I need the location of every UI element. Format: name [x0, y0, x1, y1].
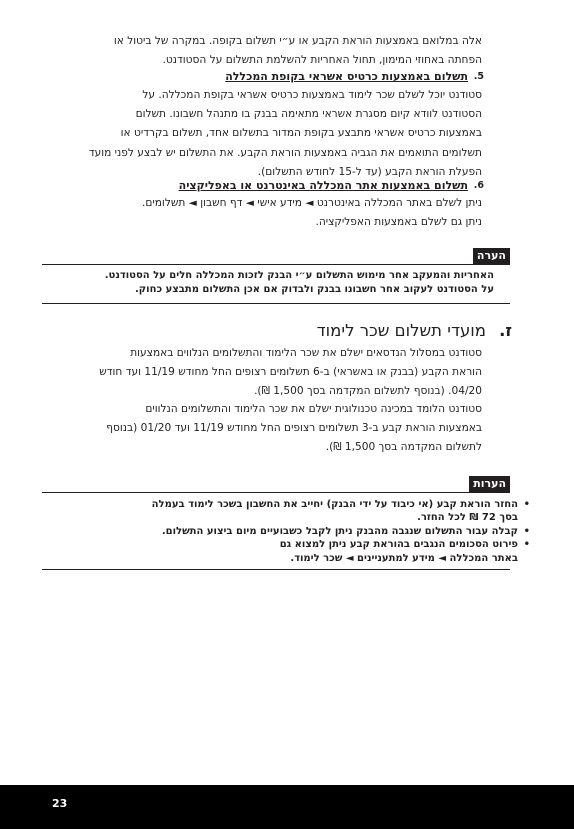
text-line: 04/20. (בנוסף לתשלום המקדמה בסך 1,500 ₪). [254, 385, 482, 398]
item-number: 6. [473, 180, 484, 191]
list-item [92, 498, 532, 525]
item-title: תשלום באמצעות כרטיס אשראי בקופת המכללה [225, 70, 468, 83]
list-item-line: • קבלה עבור התשלום שנגבה מהבנק ניתן לקבל כשבועיים מיום ביצוע התשלום. [161, 525, 518, 537]
text-line: הוראת הקבע (בבנק או באשראי) ב-6 תשלומים רצופים החל מחודש 11/19 ועד חודש [99, 366, 482, 379]
note-line: על הסטודנט לעקוב אחר חשבונו בבנק ולבדוק אם אכן התשלום מתבצע כחוק. [134, 284, 494, 295]
note-line: האחריות והמעקב אחר מימוש התשלום ע״י הבנק לזכות המכללה חלים על הסטודנט. [104, 270, 494, 281]
text-line: לתשלום המקדמה בסך 1,500 ₪). [325, 441, 482, 454]
section-title [252, 320, 512, 342]
text-line: באמצעות הוראת קבע ב-3 תשלומים רצופים החל מחודש 11/19 ועד 01/20 (בנוסף [106, 422, 482, 435]
page-number: 23 [52, 797, 68, 810]
list-item-line: בסך 72 ₪ לכל החזר. [417, 512, 518, 524]
notes-list [92, 498, 532, 565]
item-5-heading [60, 68, 484, 86]
text-line: תשלומים התואמים את הגביה באמצעות הוראת הקבע. את התשלום יש לבצע לפני מועד [88, 146, 482, 159]
text-line: ניתן לשלם באתר המכללה באינטרנט ◄ מידע אישי ◄ דף חשבון ◄ תשלומים. [141, 197, 482, 209]
text-line: הפחתה באחוזי המימון, תחול האחריות להשלמת התשלום על הסטודנט. [162, 54, 482, 67]
list-item-line: • החזר הוראת קבע (אי כיבוד על ידי הבנק) יחייב את החשבון בשכר לימוד בעמלה [151, 499, 518, 510]
page-footer [0, 785, 574, 829]
note-top-rule [42, 264, 510, 265]
text-line: ניתן גם לשלם באמצעות האפליקציה. [315, 216, 482, 229]
text-line: סטודנט הלומד במכינה טכנולוגית ישלם את שכר הלימוד והתשלומים הנלווים [145, 403, 482, 415]
list-item-line: באתר המכללה ◄ מידע למתעניינים ◄ שכר לימוד. [290, 552, 518, 564]
text-line: סטודנט במסלול הנדסאים ישלם את שכר הלימוד והתשלומים הנלווים באמצעות [130, 347, 482, 359]
section-heading: מועדי תשלום שכר לימוד [316, 321, 486, 340]
note-tag: הערות [469, 476, 510, 492]
text-line: אלה במלואם באמצעות הוראת הקבע או ע״י תשלום בקופה. במקרה של ביטול או [113, 35, 482, 47]
list-item [92, 525, 532, 538]
text-line: הסטודנט לוודא קיום מסגרת אשראי מתאימה בבנק בו מתנהל חשבונו. תשלום [135, 108, 482, 121]
note-bottom-rule [42, 569, 510, 570]
item-title: תשלום באמצעות אתר המכללה באינטרנט או באפליקציה [178, 179, 468, 192]
section-paragraph-2 [60, 400, 482, 458]
item-5-paragraph [60, 86, 482, 182]
section-paragraph-1 [60, 344, 482, 402]
list-item [92, 538, 532, 565]
item-6-heading [60, 177, 484, 195]
intro-paragraph [60, 32, 482, 70]
item-number: 5. [473, 71, 484, 82]
note-tag: הערה [473, 248, 510, 264]
note-box [42, 248, 510, 306]
list-item-line: • פירוט הסכומים הנגבים בהוראת קבע ניתן למצוא גם [279, 539, 518, 551]
item-6-paragraph [60, 194, 482, 232]
text-line: באמצעות כרטיס אשראי מתבצע בקופת המדור בתשלום אחד, תשלום בקרדיט או [120, 127, 482, 140]
text-line: הפעלת הוראת הקבע (עד ל-15 לחודש התשלום). [257, 165, 482, 178]
note-bottom-rule [42, 303, 510, 304]
section-letter: ז. [499, 321, 512, 340]
text-line: סטודנט יוכל לשלם שכר לימוד באמצעות כרטיס אשראי בקופת המכללה. על [142, 89, 482, 101]
note-top-rule [42, 492, 510, 493]
